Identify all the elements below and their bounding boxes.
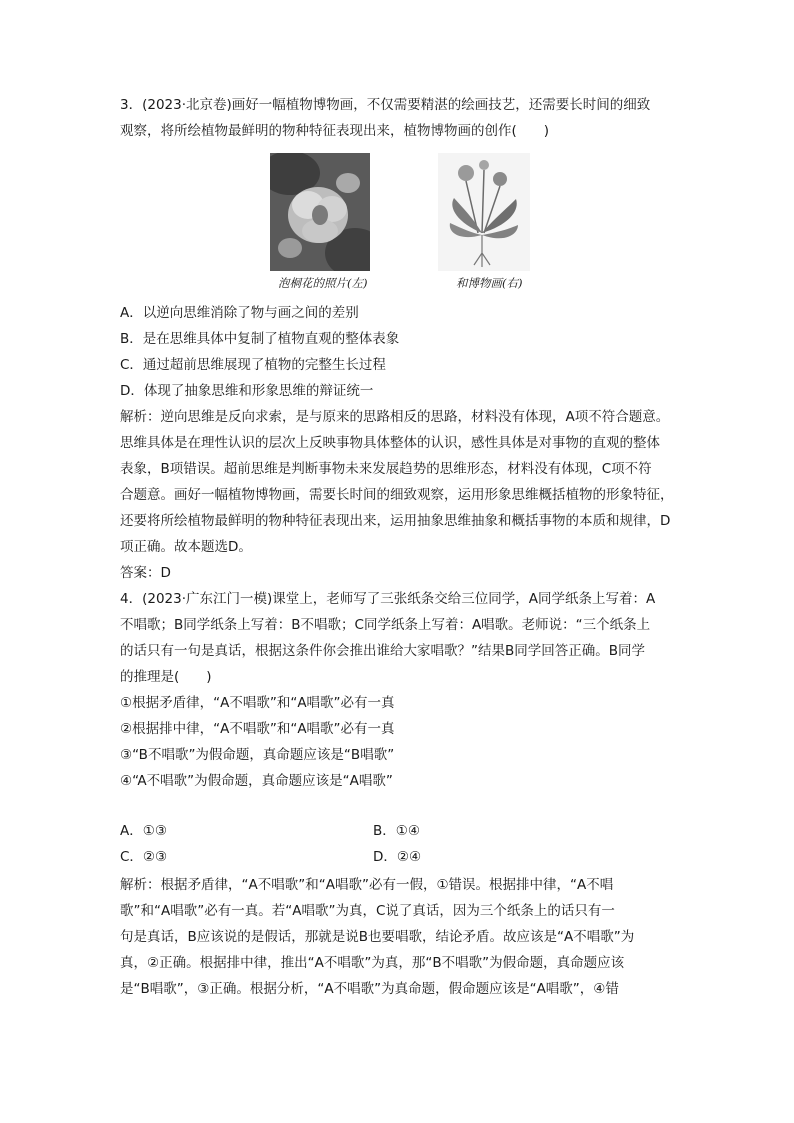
- q3-explanation-line-2: 思维具体是在理性认识的层次上反映事物具体整体的认识，感性具体是对事物的直观的整体: [120, 435, 660, 451]
- q4-stem-line-4: 的推理是( ): [120, 669, 212, 685]
- caption-right: 和博物画(右): [456, 276, 523, 290]
- q4-option-a: A．①③: [120, 823, 167, 839]
- caption-left: 泡桐花的照片(左): [278, 276, 368, 290]
- q3-explanation-line-3: 表象，B项错误。超前思维是判断事物未来发展趋势的思维形态，材料没有体现，C项不符: [120, 461, 652, 477]
- q3-option-a: A．以逆向思维消除了物与画之间的差别: [120, 305, 359, 321]
- q3-explanation-line-4: 合题意。画好一幅植物博物画，需要长时间的细致观察，运用形象思维概括植物的形象特征，: [120, 487, 674, 503]
- q4-explanation-line-4: 真，②正确。根据排中律，推出“A不唱歌”为真，那“B不唱歌”为假命题，真命题应该: [120, 955, 625, 971]
- q3-stem-line-1: 3．(2023·北京卷)画好一幅植物博物画，不仅需要精湛的绘画技艺，还需要长时间的细致: [120, 97, 651, 113]
- q4-explanation-line-2: 歌”和“A唱歌”必有一真。若“A唱歌”为真，C说了真话，因为三个纸条上的话只有一: [120, 903, 615, 919]
- q4-explanation-line-5: 是“B唱歌”，③正确。根据分析，“A不唱歌”为真命题，假命题应该是“A唱歌”，④错: [120, 981, 619, 997]
- q4-statement-3: ③“B不唱歌”为假命题，真命题应该是“B唱歌”: [120, 747, 395, 763]
- q4-explanation-line-1: 解析：根据矛盾律，“A不唱歌”和“A唱歌”必有一假，①错误。根据排中律，“A不唱: [120, 877, 614, 893]
- botanical-painting: [438, 153, 530, 271]
- q4-option-row-2: [120, 844, 690, 870]
- q4-statement-2: ②根据排中律，“A不唱歌”和“A唱歌”必有一真: [120, 721, 395, 737]
- q3-option-c: C．通过超前思维展现了植物的完整生长过程: [120, 357, 386, 373]
- q3-option-b: B．是在思维具体中复制了植物直观的整体表象: [120, 331, 400, 347]
- q3-explanation-line-6: 项正确。故本题选D。: [120, 539, 252, 555]
- q3-explanation-line-5: 还要将所绘植物最鲜明的物种特征表现出来，运用抽象思维抽象和概括事物的本质和规律，D: [120, 513, 671, 529]
- q4-stem-line-1: 4．(2023·广东江门一模)课堂上，老师写了三张纸条交给三位同学，A同学纸条上写着：A: [120, 591, 656, 607]
- q3-explanation-line-1: 解析：逆向思维是反向求索，是与原来的思路相反的思路，材料没有体现，A项不符合题意。: [120, 409, 670, 425]
- q3-answer: 答案：D: [120, 565, 171, 581]
- q4-option-d: D．②④: [373, 849, 422, 865]
- q4-stem-line-3: 的话只有一句是真话，根据这条件你会推出谁给大家唱歌？”结果B同学回答正确。B同学: [120, 643, 646, 659]
- q4-option-c: C．②③: [120, 849, 168, 865]
- q4-statement-4: ④“A不唱歌”为假命题，真命题应该是“A唱歌”: [120, 773, 393, 789]
- q3-figure: [270, 153, 590, 293]
- q4-explanation-line-3: 句是真话，B应该说的是假话，那就是说B也要唱歌，结论矛盾。故应该是“A不唱歌”为: [120, 929, 635, 945]
- q3-stem-line-2: 观察，将所绘植物最鲜明的物种特征表现出来，植物博物画的创作( ): [120, 123, 550, 139]
- q4-option-row-1: [120, 818, 690, 844]
- q4-stem-line-2: 不唱歌；B同学纸条上写着：B不唱歌；C同学纸条上写着：A唱歌。老师说：“三个纸条上: [120, 617, 651, 633]
- q4-statement-1: ①根据矛盾律，“A不唱歌”和“A唱歌”必有一真: [120, 695, 395, 711]
- paulownia-photo: [270, 153, 370, 271]
- q4-option-b: B．①④: [373, 823, 420, 839]
- q3-option-d: D．体现了抽象思维和形象思维的辩证统一: [120, 383, 374, 399]
